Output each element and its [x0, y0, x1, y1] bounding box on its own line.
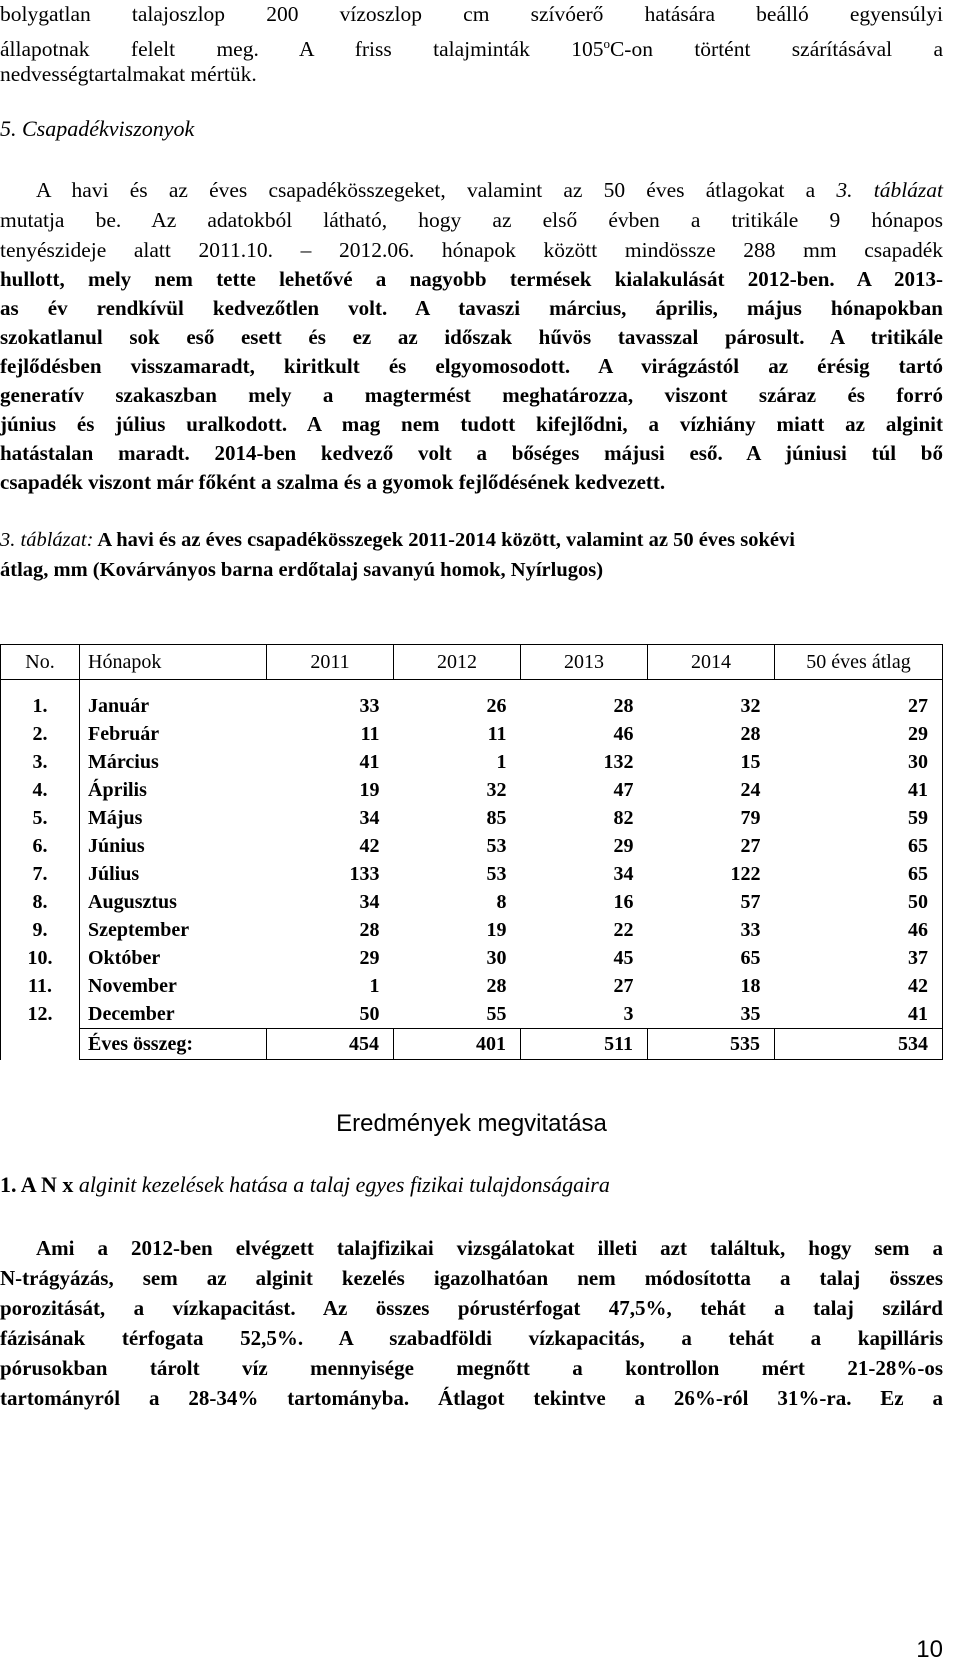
row-month: Május: [88, 806, 143, 829]
subsection-prefix: 1. A N x: [0, 1172, 79, 1197]
row-avg: 29: [775, 720, 943, 748]
row-month: Augusztus: [88, 890, 177, 913]
col-header-2011: 2011: [267, 645, 394, 680]
row-2014: 32: [740, 694, 761, 717]
row-2011: 34: [359, 890, 380, 913]
row-2013: 46: [613, 722, 634, 745]
row-month: Április: [88, 778, 147, 801]
row-2013: 22: [613, 918, 634, 941]
results-title: Eredmények megvitatása: [336, 1110, 607, 1137]
subsection-heading: [0, 1172, 610, 1198]
row-avg: 65: [775, 860, 943, 888]
table-caption-line-1: [0, 526, 943, 554]
row-avg: 42: [775, 972, 943, 1000]
table-row: [1, 916, 943, 944]
sum-value: 511: [521, 1029, 648, 1060]
row-2012: 19: [486, 918, 507, 941]
row-avg: 65: [775, 832, 943, 860]
table-row: [1, 776, 943, 804]
row-month: Szeptember: [88, 918, 190, 941]
caption-line-1-text: A havi és az éves csapadékösszegek 2011-2014 között, valamint az 50 éves sokévi: [93, 529, 795, 551]
intro-line-1: bolygatlan talajoszlop 200 vízoszlop cm szívóerő hatására beálló egyensúlyi: [0, 2, 943, 26]
sum-blank-cell: [1, 1029, 80, 1060]
row-2013: 16: [613, 890, 634, 913]
section5-line-9: június és július uralkodott. A mag nem tudott kifejlődni, a vízhiány miatt az alginit: [0, 412, 943, 436]
row-2013: 29: [613, 834, 634, 857]
row-2013: 132: [603, 750, 634, 773]
section5-line-2: mutatja be. Az adatokból látható, hogy az első évben a tritikále 9 hónapos: [0, 208, 943, 232]
row-2014: 27: [740, 834, 761, 857]
table-sum-row: [1, 1029, 943, 1060]
sum-value: 454: [267, 1029, 394, 1060]
table-row: [1, 860, 943, 888]
row-number: 5.: [1, 804, 80, 832]
row-avg: 30: [775, 748, 943, 776]
row-2013: 27: [613, 974, 634, 997]
spacer-cell: [267, 680, 394, 693]
row-number: 3.: [1, 748, 80, 776]
section5-line-4: hullott, mely nem tette lehetővé a nagyobb termések kialakulását 2012-ben. A 2013-: [0, 267, 943, 291]
row-2012: 53: [486, 834, 507, 857]
section5-heading: 5. Csapadékviszonyok: [0, 116, 195, 141]
row-2011: 133: [349, 862, 380, 885]
row-avg: 50: [775, 888, 943, 916]
row-month: Február: [88, 722, 160, 745]
spacer-cell: [521, 680, 648, 693]
table-row: [1, 748, 943, 776]
row-2011: 42: [359, 834, 380, 857]
row-number: 7.: [1, 860, 80, 888]
row-number: 8.: [1, 888, 80, 916]
row-2014: 57: [740, 890, 761, 913]
row-2014: 122: [730, 862, 761, 885]
spacer-cell: [648, 680, 775, 693]
table-spacer-row: [1, 680, 943, 693]
row-number: 11.: [1, 972, 80, 1000]
results-line-5: pórusokban tárolt víz mennyisége megnőtt a kontrollon mért 21-28%-os: [0, 1356, 943, 1380]
row-2011: 19: [359, 778, 380, 801]
section5-line-3: tenyészideje alatt 2011.10. – 2012.06. hónapok között mindössze 288 mm csapadék: [0, 238, 943, 262]
row-2014: 15: [740, 750, 761, 773]
col-header-2014: 2014: [648, 645, 775, 680]
table-row: [1, 972, 943, 1000]
table-row: [1, 888, 943, 916]
row-2014: 79: [740, 806, 761, 829]
results-line-3: porozitását, a vízkapacitást. Az összes pórustérfogat 47,5%, tehát a talaj szilárd: [0, 1296, 943, 1320]
row-2013: 47: [613, 778, 634, 801]
row-2012: 32: [486, 778, 507, 801]
section5-line-11: csapadék viszont már főként a szalma és a gyomok fejlődésének kedvezett.: [0, 470, 666, 494]
intro-line-3: nedvességtartalmakat mértük.: [0, 62, 257, 86]
row-avg: 27: [775, 692, 943, 720]
intro-line-2-tail: C-on történt szárításával a: [609, 37, 943, 62]
row-2014: 65: [740, 946, 761, 969]
row-number: 6.: [1, 832, 80, 860]
spacer-cell: [775, 680, 943, 693]
page-number: 10: [916, 1636, 943, 1663]
row-2012: 1: [496, 750, 507, 773]
sum-value: 401: [394, 1029, 521, 1060]
row-number: 1.: [1, 692, 80, 720]
table-row: [1, 1000, 943, 1029]
caption-ref: 3. táblázat:: [0, 529, 94, 551]
row-2012: 11: [487, 722, 507, 745]
row-2014: 28: [740, 722, 761, 745]
row-avg: 46: [775, 916, 943, 944]
row-2013: 45: [613, 946, 634, 969]
intro-line-2-text: állapotnak felelt meg. A friss talajminták 105: [0, 37, 604, 62]
row-2014: 33: [740, 918, 761, 941]
row-2014: 35: [740, 1002, 761, 1025]
row-2011: 29: [359, 946, 380, 969]
row-month: December: [88, 1002, 175, 1025]
table-row: [1, 832, 943, 860]
section5-line-1: [36, 176, 943, 204]
row-2011: 34: [359, 806, 380, 829]
row-avg: 59: [775, 804, 943, 832]
table-row: [1, 944, 943, 972]
row-2012: 30: [486, 946, 507, 969]
sum-value: 534: [775, 1029, 943, 1060]
table-header-row: [1, 645, 943, 680]
sum-label: Éves összeg:: [80, 1029, 267, 1060]
row-month: Július: [88, 862, 140, 885]
row-month: Október: [88, 946, 161, 969]
results-line-4: fázisának térfogata 52,5%. A szabadföldi vízkapacitás, a tehát a kapilláris: [0, 1326, 943, 1350]
row-number: 10.: [1, 944, 80, 972]
col-header-2012: 2012: [394, 645, 521, 680]
row-2011: 28: [359, 918, 380, 941]
row-number: 4.: [1, 776, 80, 804]
row-2011: 1: [369, 974, 380, 997]
row-month: Január: [88, 694, 150, 717]
col-header-avg: 50 éves átlag: [775, 645, 943, 680]
row-2011: 50: [359, 1002, 380, 1025]
row-avg: 37: [775, 944, 943, 972]
row-2012: 55: [486, 1002, 507, 1025]
row-month: Június: [88, 834, 145, 857]
results-line-6: tartományról a 28-34% tartományba. Átlagot tekintve a 26%-ról 31%-ra. Ez a: [0, 1386, 943, 1410]
col-header-2013: 2013: [521, 645, 648, 680]
section5-line-7: fejlődésben visszamaradt, kiritkult és elgyomosodott. A virágzástól az érésig tartó: [0, 354, 943, 378]
row-2013: 82: [613, 806, 634, 829]
col-header-month: Hónapok: [80, 645, 267, 680]
row-2012: 85: [486, 806, 507, 829]
row-avg: 41: [775, 776, 943, 804]
section5-line-10: hatástalan maradt. 2014-ben kedvező volt a bőséges májusi eső. A júniusi túl bő: [0, 441, 943, 465]
subsection-italic: alginit kezelések hatása a talaj egyes fizikai tulajdonságaira: [78, 1172, 610, 1197]
row-2012: 28: [486, 974, 507, 997]
row-month: Március: [88, 750, 159, 773]
intro-line-2: [0, 30, 943, 63]
row-2012: 53: [486, 862, 507, 885]
row-avg: 41: [775, 1000, 943, 1029]
results-line-1: Ami a 2012-ben elvégzett talajfizikai vizsgálatokat illeti azt találtuk, hogy sem a: [36, 1236, 943, 1260]
section5-line-1-text: A havi és az éves csapadékösszegeket, valamint az 50 éves átlagokat a: [36, 178, 837, 202]
precipitation-table: [0, 644, 943, 1060]
spacer-cell: [394, 680, 521, 693]
section5-line-5: as év rendkívül kedvezőtlen volt. A tavaszi március, április, május hónapokban: [0, 296, 943, 320]
row-number: 12.: [1, 1000, 80, 1029]
degree-superscript: o: [603, 36, 610, 51]
spacer-cell: [1, 680, 80, 693]
table-row: [1, 720, 943, 748]
results-line-2: N-trágyázás, sem az alginit kezelés igazolhatóan nem módosította a talaj összes: [0, 1266, 943, 1290]
row-2012: 8: [496, 890, 507, 913]
row-2011: 33: [359, 694, 380, 717]
row-2014: 18: [740, 974, 761, 997]
row-number: 9.: [1, 916, 80, 944]
table-ref: 3. táblázat: [836, 178, 944, 202]
row-2014: 24: [740, 778, 761, 801]
row-2011: 41: [359, 750, 380, 773]
row-month: November: [88, 974, 177, 997]
sum-value: 535: [648, 1029, 775, 1060]
row-number: 2.: [1, 720, 80, 748]
table-row: [1, 692, 943, 720]
table-caption-line-2: átlag, mm (Kovárványos barna erdőtalaj savanyú homok, Nyírlugos): [0, 559, 604, 581]
section5-line-6: szokatlanul sok eső esett és ez az időszak hűvös tavasszal párosult. A tritikále: [0, 325, 943, 349]
spacer-cell: [80, 680, 267, 693]
row-2013: 28: [613, 694, 634, 717]
row-2011: 11: [360, 722, 380, 745]
col-header-no: No.: [1, 645, 80, 680]
table-row: [1, 804, 943, 832]
row-2013: 3: [623, 1002, 634, 1025]
section5-line-8: generatív szakaszban mely a magtermést meghatározza, viszont száraz és forró: [0, 383, 943, 407]
row-2013: 34: [613, 862, 634, 885]
row-2012: 26: [486, 694, 507, 717]
